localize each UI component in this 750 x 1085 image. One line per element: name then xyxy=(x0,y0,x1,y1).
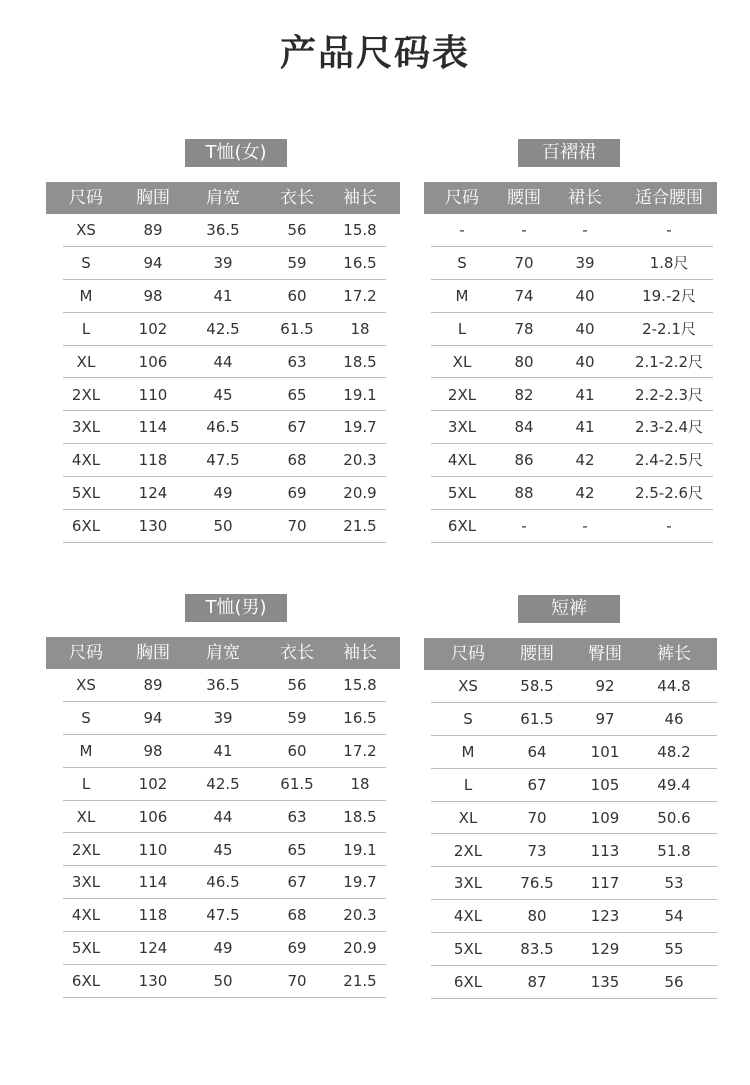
table-cell: 40 xyxy=(575,352,595,371)
header-cell: 衣长 xyxy=(280,188,314,208)
table-cell: 2XL xyxy=(71,840,101,859)
table-cell: 124 xyxy=(138,484,168,503)
table-cell: 20.3 xyxy=(343,451,377,470)
table-cell: 16.5 xyxy=(343,253,377,272)
table-cell: 1.8尺 xyxy=(649,253,689,272)
table-cell: M xyxy=(461,742,475,761)
table-cell: 53 xyxy=(664,874,684,893)
table-row xyxy=(63,932,386,965)
table-cell: 129 xyxy=(590,940,620,959)
table-cell: 118 xyxy=(138,906,168,925)
table-cell: 59 xyxy=(287,708,307,727)
header-cell: 臀围 xyxy=(588,644,622,664)
table-cell: 106 xyxy=(138,807,168,826)
table-cell: 20.3 xyxy=(343,906,377,925)
table-cell: 56 xyxy=(664,973,684,992)
table-cell: 42.5 xyxy=(206,319,240,338)
table-cell: 92 xyxy=(595,677,615,695)
table-cell: 40 xyxy=(575,319,595,338)
table-cell: 83.5 xyxy=(520,940,554,959)
table-cell: 67 xyxy=(527,775,547,794)
table-cell: L xyxy=(81,319,91,338)
table-cell: 44.8 xyxy=(657,677,691,695)
table-cell: 2.3-2.4尺 xyxy=(634,418,704,437)
table-cell: 4XL xyxy=(71,451,101,470)
table-cell: 2.4-2.5尺 xyxy=(634,451,704,470)
header-cell: 裤长 xyxy=(657,644,691,664)
page-title: 产品尺码表 xyxy=(279,33,470,74)
table-cell: 84 xyxy=(514,418,534,437)
table-cell: 19.7 xyxy=(343,873,377,892)
table-cell: 39 xyxy=(213,708,233,727)
table-cell: 2XL xyxy=(447,385,477,404)
table-row xyxy=(431,444,713,477)
table-cell: 49 xyxy=(213,484,233,503)
table-cell: 5XL xyxy=(447,484,477,503)
header-cell: 尺码 xyxy=(451,644,485,664)
table-cell: 94 xyxy=(143,253,163,272)
table-row xyxy=(431,867,717,900)
table-row xyxy=(431,769,717,802)
header-cell: 袖长 xyxy=(343,643,377,663)
table-row xyxy=(63,965,386,998)
table-cell: 6XL xyxy=(71,972,101,991)
header-cell: 尺码 xyxy=(69,188,103,208)
table-cell: XS xyxy=(458,677,478,695)
table-label: 短裤 xyxy=(518,595,620,623)
table-cell: M xyxy=(79,286,93,305)
table-cell: 55 xyxy=(664,940,684,959)
table-cell: 20.9 xyxy=(343,939,377,958)
table-cell: 15.8 xyxy=(343,221,377,239)
table-cell: - xyxy=(521,517,527,536)
table-row xyxy=(63,735,386,768)
table-cell: 51.8 xyxy=(657,841,691,860)
table-cell: 19.1 xyxy=(343,385,377,404)
table-cell: 68 xyxy=(287,906,307,925)
table-row xyxy=(431,835,717,868)
table-cell: 19.-2尺 xyxy=(642,286,696,305)
table-cell: 70 xyxy=(287,517,307,536)
table-cell: 110 xyxy=(138,840,168,859)
table-row xyxy=(431,477,713,510)
table-cell: 101 xyxy=(590,742,620,761)
header-cell: 适合腰围 xyxy=(635,188,703,208)
table-cell: 41 xyxy=(213,286,233,305)
table-row xyxy=(431,247,713,280)
table-cell: 4XL xyxy=(71,906,101,925)
table-cell: 73 xyxy=(527,841,547,860)
table-row xyxy=(63,702,386,735)
table-cell: S xyxy=(81,253,91,272)
table-cell: 44 xyxy=(213,352,233,371)
table-cell: 63 xyxy=(287,352,307,371)
table-cell: 46.5 xyxy=(206,418,240,437)
table-cell: 74 xyxy=(514,286,534,305)
table-cell: 39 xyxy=(575,253,595,272)
table-cell: 36.5 xyxy=(206,676,240,694)
table-label: T恤(女) xyxy=(185,139,287,167)
header-cell: 腰围 xyxy=(507,188,541,208)
table-cell: 89 xyxy=(143,676,163,694)
table-cell: 17.2 xyxy=(343,286,377,305)
header-cell: 胸围 xyxy=(136,188,170,208)
table-cell: 2XL xyxy=(71,385,101,404)
table-cell: 40 xyxy=(575,286,595,305)
table-cell: 21.5 xyxy=(343,517,377,536)
header-cell: 尺码 xyxy=(445,188,479,208)
table-cell: 6XL xyxy=(453,973,483,992)
table-cell: 69 xyxy=(287,484,307,503)
table-cell: 64 xyxy=(527,742,547,761)
table-cell: - xyxy=(666,221,672,239)
table-row xyxy=(431,736,717,769)
table-cell: 5XL xyxy=(71,939,101,958)
header-cell: 裙长 xyxy=(568,188,602,208)
table-row xyxy=(63,247,386,280)
table-cell: 46.5 xyxy=(206,873,240,892)
table-row xyxy=(431,510,713,543)
table-cell: 41 xyxy=(575,418,595,437)
table-cell: 69 xyxy=(287,939,307,958)
table-cell: 21.5 xyxy=(343,972,377,991)
table-row xyxy=(63,280,386,313)
table-row xyxy=(63,834,386,867)
table-cell: 60 xyxy=(287,741,307,760)
table-row xyxy=(63,899,386,932)
table-cell: 106 xyxy=(138,352,168,371)
table-cell: 36.5 xyxy=(206,221,240,239)
table-cell: XS xyxy=(76,221,96,239)
table-cell: 70 xyxy=(514,253,534,272)
table-cell: 49 xyxy=(213,939,233,958)
table-cell: L xyxy=(81,774,91,793)
table-cell: 20.9 xyxy=(343,484,377,503)
table-cell: 2-2.1尺 xyxy=(642,319,696,338)
table-cell: 105 xyxy=(590,775,620,794)
table-row xyxy=(431,411,713,444)
table-row xyxy=(63,346,386,379)
table-row xyxy=(431,313,713,346)
table-header xyxy=(46,637,400,669)
table-cell: 58.5 xyxy=(520,677,554,695)
table-cell: 67 xyxy=(287,873,307,892)
table-cell: 56 xyxy=(287,221,307,239)
table-cell: 5XL xyxy=(453,940,483,959)
table-cell: 88 xyxy=(514,484,534,503)
table-row xyxy=(63,379,386,412)
table-header xyxy=(46,182,400,214)
table-row xyxy=(431,670,717,703)
table-header xyxy=(424,638,717,670)
table-row xyxy=(63,411,386,444)
table-cell: 97 xyxy=(595,709,615,728)
table-cell: 130 xyxy=(138,517,168,536)
table-cell: 114 xyxy=(138,873,168,892)
table-cell: 39 xyxy=(213,253,233,272)
table-header xyxy=(424,182,717,214)
table-cell: - xyxy=(666,517,672,536)
table-cell: 65 xyxy=(287,840,307,859)
table-cell: 18.5 xyxy=(343,352,377,371)
table-cell: XL xyxy=(76,807,96,826)
table-cell: XS xyxy=(76,676,96,694)
table-row xyxy=(431,703,717,736)
table-cell: 4XL xyxy=(453,907,483,926)
table-cell: 61.5 xyxy=(520,709,554,728)
table-cell: 94 xyxy=(143,708,163,727)
table-cell: 98 xyxy=(143,741,163,760)
table-cell: L xyxy=(457,319,467,338)
table-cell: 80 xyxy=(514,352,534,371)
table-cell: 3XL xyxy=(453,874,483,893)
table-cell: 18 xyxy=(350,774,370,793)
table-cell: 61.5 xyxy=(280,774,314,793)
header-cell: 腰围 xyxy=(520,644,554,664)
table-row xyxy=(63,477,386,510)
table-cell: 124 xyxy=(138,939,168,958)
table-row xyxy=(63,444,386,477)
table-cell: 98 xyxy=(143,286,163,305)
table-cell: 78 xyxy=(514,319,534,338)
table-cell: 87 xyxy=(527,973,547,992)
table-cell: 110 xyxy=(138,385,168,404)
table-cell: 17.2 xyxy=(343,741,377,760)
table-cell: 42 xyxy=(575,451,595,470)
table-cell: 50 xyxy=(213,517,233,536)
table-cell: 3XL xyxy=(71,873,101,892)
table-cell: 48.2 xyxy=(657,742,691,761)
table-cell: 130 xyxy=(138,972,168,991)
table-cell: 67 xyxy=(287,418,307,437)
table-row xyxy=(431,966,717,999)
table-cell: S xyxy=(81,708,91,727)
table-row xyxy=(63,510,386,543)
table-row xyxy=(63,313,386,346)
table-cell: XL xyxy=(76,352,96,371)
table-cell: 117 xyxy=(590,874,620,893)
table-cell: 80 xyxy=(527,907,547,926)
table-cell: S xyxy=(463,709,473,728)
table-cell: M xyxy=(79,741,93,760)
table-row xyxy=(63,801,386,834)
table-cell: L xyxy=(463,775,473,794)
table-cell: 15.8 xyxy=(343,676,377,694)
table-cell: 102 xyxy=(138,774,168,793)
table-row xyxy=(431,900,717,933)
table-cell: - xyxy=(459,221,465,239)
table-cell: 61.5 xyxy=(280,319,314,338)
table-cell: 114 xyxy=(138,418,168,437)
table-cell: 54 xyxy=(664,907,684,926)
table-cell: 56 xyxy=(287,676,307,694)
table-cell: 44 xyxy=(213,807,233,826)
table-row xyxy=(431,346,713,379)
table-cell: 70 xyxy=(287,972,307,991)
table-cell: 109 xyxy=(590,808,620,827)
table-cell: 102 xyxy=(138,319,168,338)
table-cell: 3XL xyxy=(447,418,477,437)
header-cell: 肩宽 xyxy=(206,188,240,208)
table-label: T恤(男) xyxy=(185,594,287,622)
table-cell: 18.5 xyxy=(343,807,377,826)
table-cell: S xyxy=(457,253,467,272)
table-cell: 59 xyxy=(287,253,307,272)
table-cell: 42.5 xyxy=(206,774,240,793)
table-cell: XL xyxy=(452,352,472,371)
table-cell: 60 xyxy=(287,286,307,305)
table-cell: 113 xyxy=(590,841,620,860)
table-row xyxy=(63,768,386,801)
table-row xyxy=(63,866,386,899)
table-cell: - xyxy=(582,517,588,536)
header-cell: 肩宽 xyxy=(206,643,240,663)
table-cell: 5XL xyxy=(71,484,101,503)
table-cell: 50 xyxy=(213,972,233,991)
table-cell: 50.6 xyxy=(657,808,691,827)
table-cell: 41 xyxy=(213,741,233,760)
header-cell: 胸围 xyxy=(136,643,170,663)
header-cell: 袖长 xyxy=(343,188,377,208)
table-cell: 82 xyxy=(514,385,534,404)
table-row xyxy=(63,214,386,247)
table-cell: 42 xyxy=(575,484,595,503)
table-cell: 6XL xyxy=(447,517,477,536)
table-cell: 4XL xyxy=(447,451,477,470)
table-cell: 63 xyxy=(287,807,307,826)
table-cell: M xyxy=(455,286,469,305)
table-cell: 3XL xyxy=(71,418,101,437)
table-cell: XL xyxy=(458,808,478,827)
table-cell: 76.5 xyxy=(520,874,554,893)
table-cell: 47.5 xyxy=(206,451,240,470)
table-cell: 18 xyxy=(350,319,370,338)
table-cell: 68 xyxy=(287,451,307,470)
table-cell: 2.2-2.3尺 xyxy=(634,385,704,404)
table-cell: 65 xyxy=(287,385,307,404)
table-cell: 135 xyxy=(590,973,620,992)
header-cell: 尺码 xyxy=(69,643,103,663)
table-cell: 6XL xyxy=(71,517,101,536)
table-label: 百褶裙 xyxy=(518,139,620,167)
table-cell: - xyxy=(521,221,527,239)
header-cell: 衣长 xyxy=(280,643,314,663)
table-cell: 2.5-2.6尺 xyxy=(634,484,704,503)
table-cell: 47.5 xyxy=(206,906,240,925)
table-row xyxy=(63,669,386,702)
table-cell: 89 xyxy=(143,221,163,239)
table-cell: 16.5 xyxy=(343,708,377,727)
table-cell: 49.4 xyxy=(657,775,691,794)
table-cell: 70 xyxy=(527,808,547,827)
table-cell: 46 xyxy=(664,709,684,728)
table-cell: 2XL xyxy=(453,841,483,860)
table-cell: 41 xyxy=(575,385,595,404)
table-cell: 86 xyxy=(514,451,534,470)
table-cell: 123 xyxy=(590,907,620,926)
table-row xyxy=(431,802,717,835)
table-cell: 2.1-2.2尺 xyxy=(634,352,704,371)
table-cell: 19.7 xyxy=(343,418,377,437)
table-cell: 118 xyxy=(138,451,168,470)
table-row xyxy=(431,280,713,313)
table-cell: - xyxy=(582,221,588,239)
table-cell: 45 xyxy=(213,385,233,404)
table-cell: 19.1 xyxy=(343,840,377,859)
table-row xyxy=(431,379,713,412)
table-row xyxy=(431,933,717,966)
table-cell: 45 xyxy=(213,840,233,859)
table-row xyxy=(431,214,713,247)
